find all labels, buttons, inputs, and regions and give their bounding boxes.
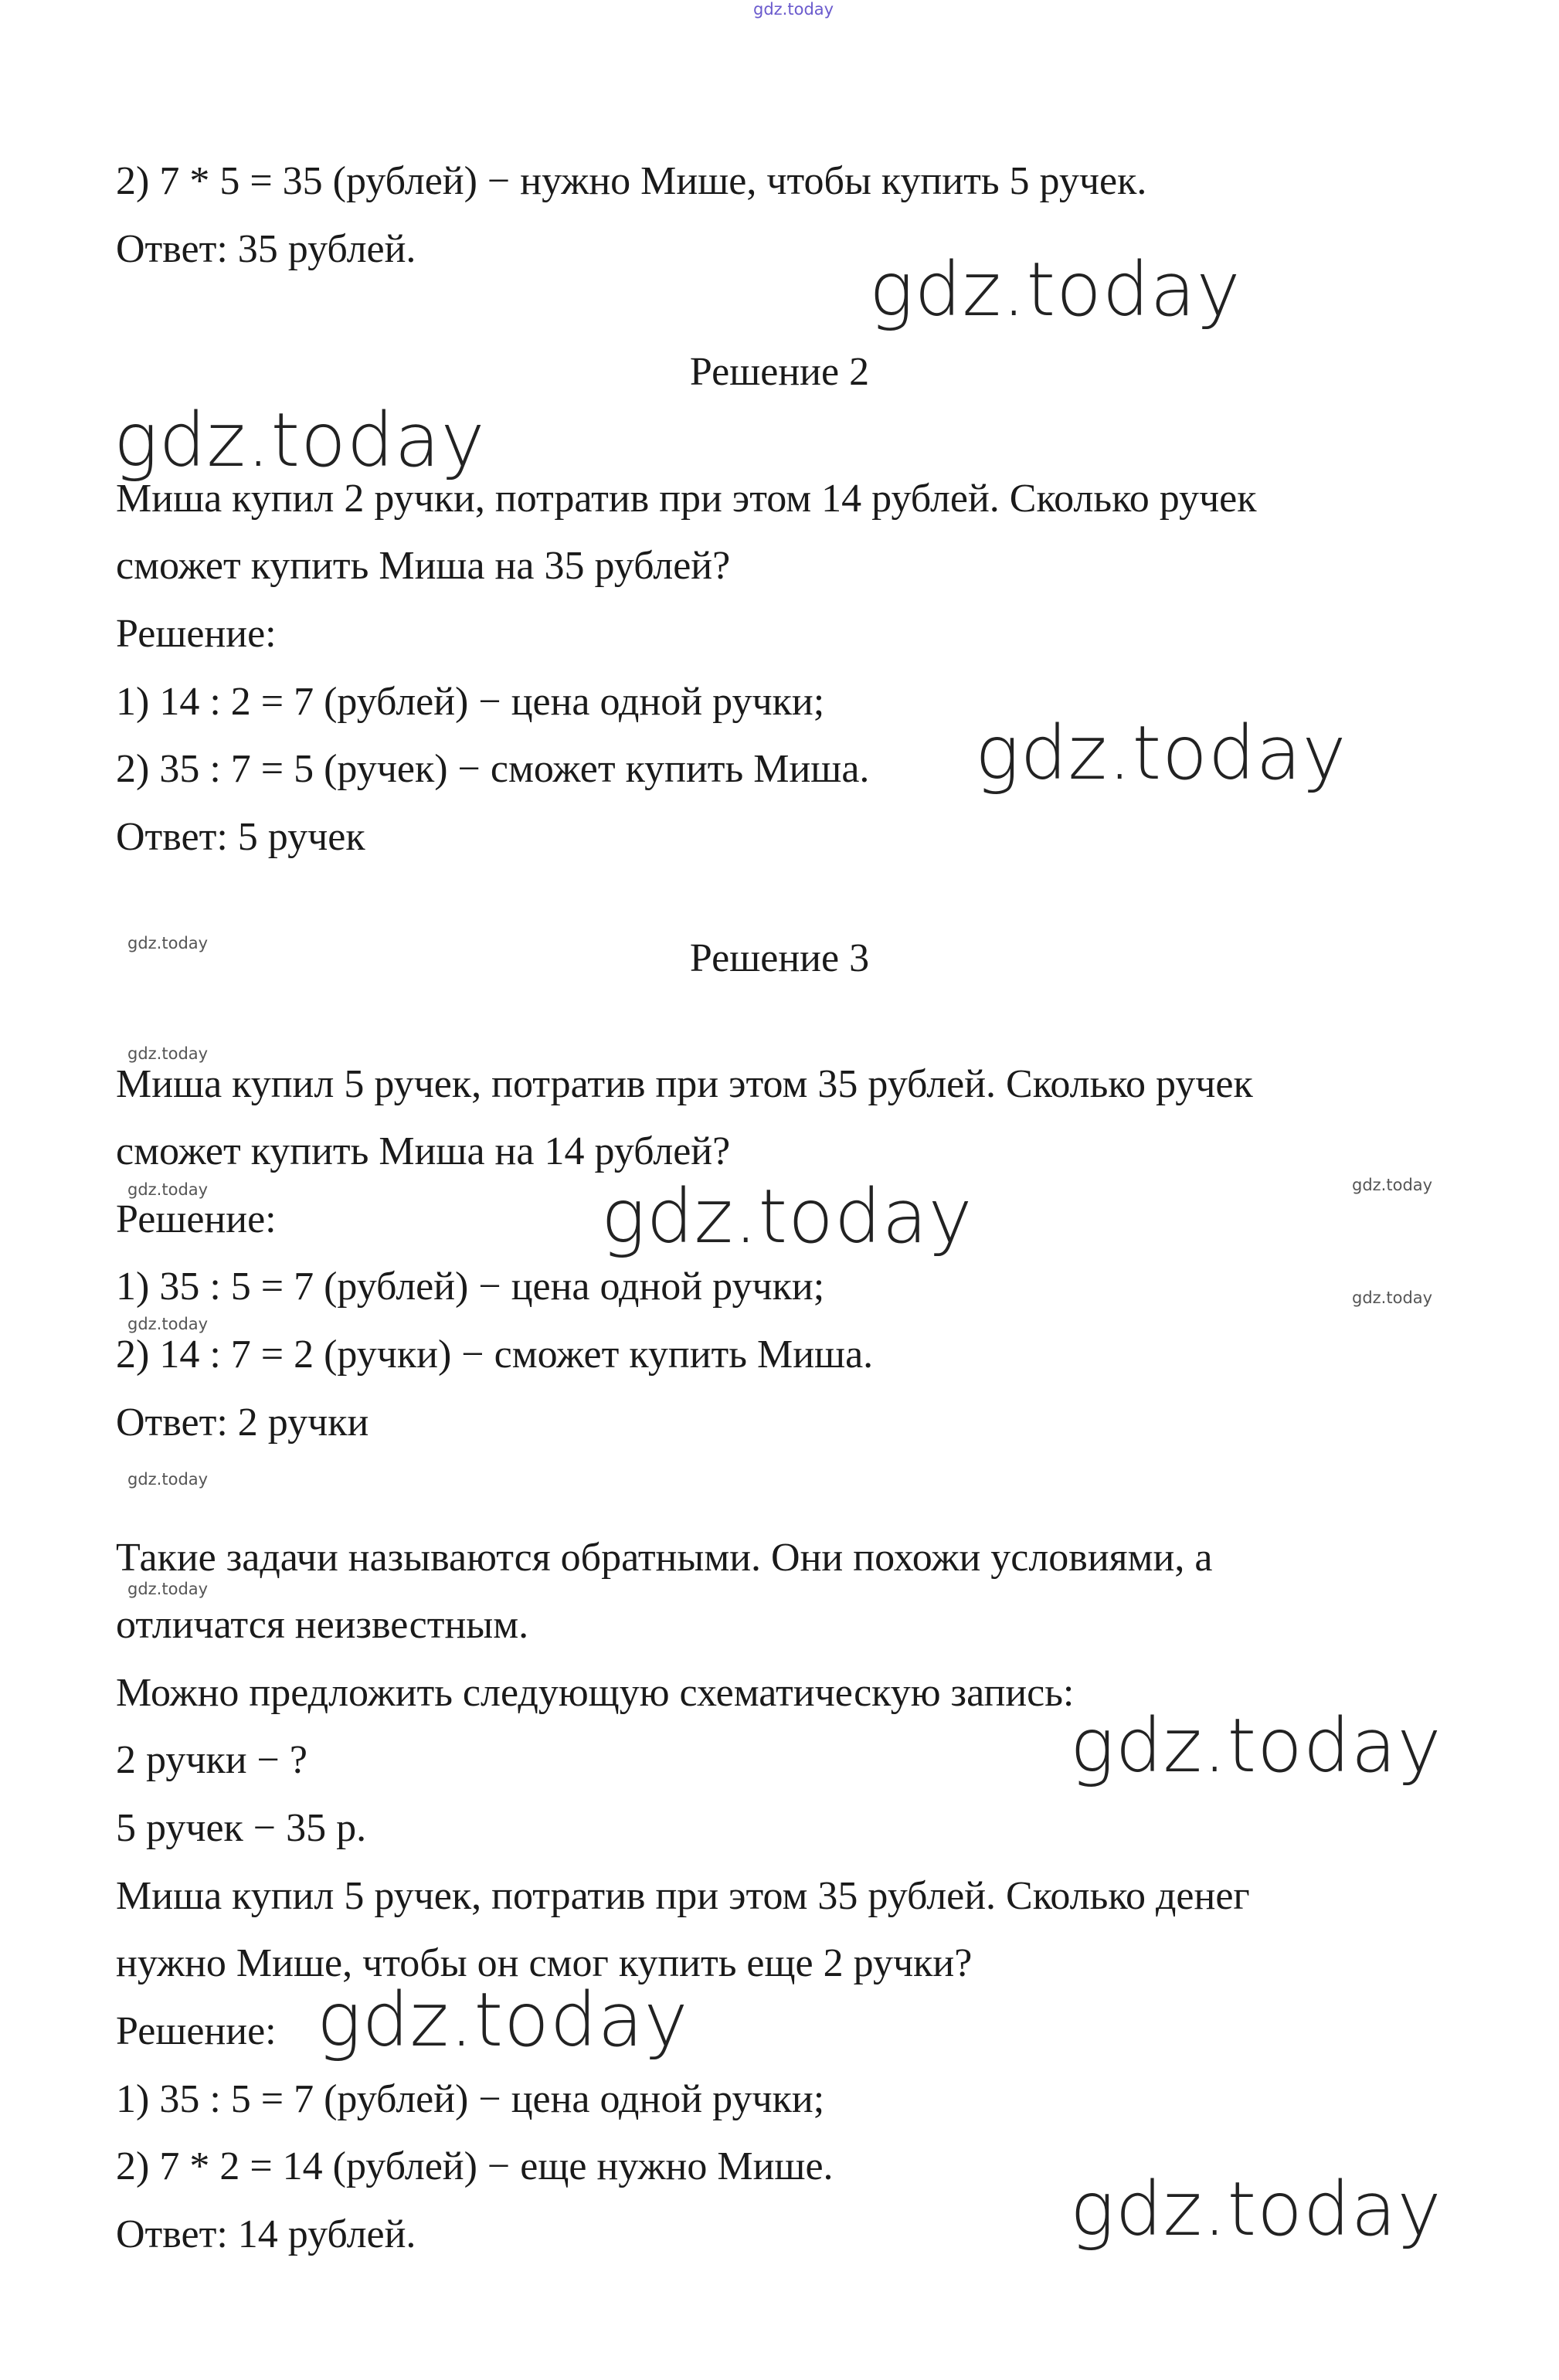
block4-problem-line1: Миша купил 5 ручек, потратив при этом 35 рублей. Сколько денег [116, 1874, 1250, 1918]
watermark-large: gdz.today [317, 1977, 689, 2063]
watermark-small: gdz.today [127, 934, 209, 952]
solution3-answer: Ответ: 2 ручки [116, 1400, 369, 1445]
solution2-step2: 2) 35 : 7 = 5 (ручек) − сможет купить Миша. [116, 747, 870, 791]
watermark-large: gdz.today [601, 1173, 973, 1260]
block4-label: Решение: [116, 2009, 277, 2053]
solution2-label: Решение: [116, 612, 277, 656]
solution3-heading: Решение 3 [689, 936, 870, 980]
watermark-large: gdz.today [1070, 1703, 1442, 1789]
notes-line1: Такие задачи называются обратными. Они похожи условиями, а [116, 1536, 1213, 1580]
watermark-large: gdz.today [869, 246, 1241, 333]
solution2-heading: Решение 2 [689, 350, 870, 394]
watermark-small: gdz.today [1352, 1176, 1433, 1194]
block4-step2: 2) 7 * 2 = 14 (рублей) − еще нужно Мише. [116, 2144, 834, 2188]
block4-problem-line2: нужно Мише, чтобы он смог купить еще 2 ручки? [116, 1941, 973, 1985]
solution3-step2: 2) 14 : 7 = 2 (ручки) − сможет купить Миша. [116, 1333, 874, 1377]
watermark-small: gdz.today [127, 1044, 209, 1063]
solution2-problem-line2: сможет купить Миша на 35 рублей? [116, 544, 731, 588]
notes-line2: отличатся неизвестным. [116, 1603, 529, 1647]
solution2-step1: 1) 14 : 2 = 7 (рублей) − цена одной ручки; [116, 680, 825, 724]
scheme-line1: 2 ручки − ? [116, 1738, 307, 1782]
watermark-large: gdz.today [1070, 2166, 1442, 2253]
solution3-problem-line2: сможет купить Миша на 14 рублей? [116, 1129, 731, 1173]
watermark-small: gdz.today [127, 1470, 209, 1489]
solution1-step2: 2) 7 * 5 = 35 (рублей) − нужно Мише, чтобы купить 5 ручек. [116, 159, 1147, 203]
scheme-line2: 5 ручек − 35 р. [116, 1806, 367, 1850]
solution2-problem-line1: Миша купил 2 ручки, потратив при этом 14 рублей. Сколько ручек [116, 477, 1257, 521]
notes-line3: Можно предложить следующую схематическую запись: [116, 1671, 1075, 1715]
block4-answer: Ответ: 14 рублей. [116, 2212, 416, 2256]
watermark-small: gdz.today [1352, 1288, 1433, 1307]
block4-step1: 1) 35 : 5 = 7 (рублей) − цена одной ручки; [116, 2077, 825, 2121]
solution3-problem-line1: Миша купил 5 ручек, потратив при этом 35 рублей. Сколько ручек [116, 1062, 1253, 1106]
watermark-large: gdz.today [975, 710, 1347, 796]
watermark-large: gdz.today [114, 397, 486, 484]
solution2-answer: Ответ: 5 ручек [116, 815, 365, 859]
watermark-small: gdz.today [127, 1180, 209, 1199]
solution3-step1: 1) 35 : 5 = 7 (рублей) − цена одной ручки; [116, 1265, 825, 1309]
solution3-label: Решение: [116, 1197, 277, 1241]
watermark-top: gdz.today [753, 0, 834, 19]
watermark-small: gdz.today [127, 1315, 209, 1333]
watermark-small: gdz.today [127, 1580, 209, 1598]
solution1-answer: Ответ: 35 рублей. [116, 227, 416, 271]
